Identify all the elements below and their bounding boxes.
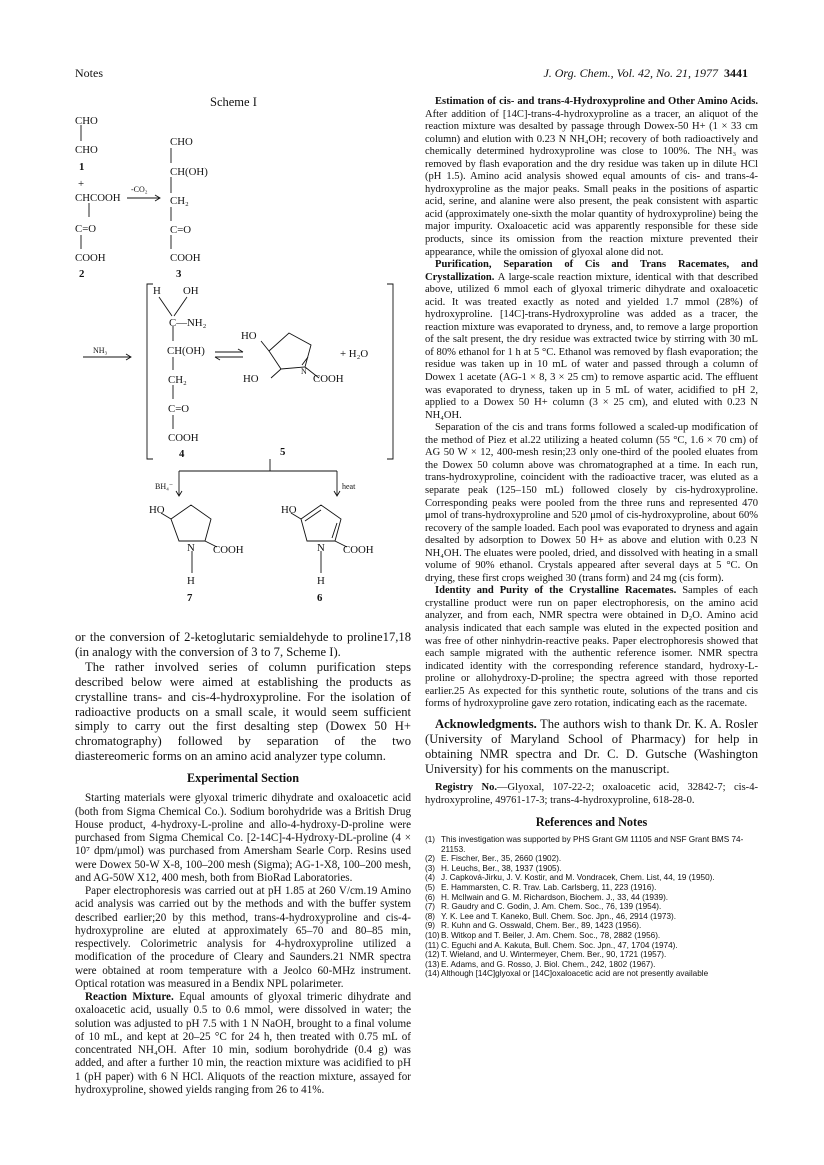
- reference-text: B. Witkop and T. Beiler, J. Am. Chem. Soc., 78, 2882 (1956).: [441, 931, 661, 940]
- scheme-chcooh: CHCOOH: [75, 192, 121, 204]
- reference-item: [425, 960, 758, 970]
- scheme-n-6: N: [317, 542, 325, 554]
- registry-paragraph: [425, 782, 758, 807]
- separation-paragraph: Separation of the cis and trans forms followed a scaled-up modification of the method of Piez et al.22 utilizing a heated column (55 °C, 1.6 × 70 cm) of AG 50 W × 12, 400-mesh resin;23 only one-third of the pooled eluates from the Dowex 50 column above was chromatographed at a time. In each run, trans-hydroxyproline, coincident with the radioactive tracer, was eluted as a separate peak (125–150 mL) followed closely by cis-hydroxyproline. Corresponding peaks were pooled from the three runs and represented 470 μmol of trans-hydroxyproline and 520 μmol of cis-hydroxyproline, about 60% recovery of the sample loaded. Each pool was evaporated to dryness and again desalted by adsorption to Dowex 50 H+ as above and elution with 0.23 N NH₄OH. The eluates were pooled, dried, and dissolved with heating in a small volume of 90% ethanol. Crystals appeared after several days at 5 °C. On drying, these first crops weighed 30 (trans form) and 24 mg (cis form).: [425, 422, 758, 584]
- references-title: References and Notes: [535, 814, 648, 829]
- left-paragraph-4: Paper electrophoresis was carried out at pH 1.85 at 260 V/cm.19 Amino acid analysis was carried out by the methods and with the buffer system described earlier;20 by this method, trans-4-hydroxyproline and cis-4-hydroxyproline are eluted at approximately 65–70 and 80–85 min, respectively. Colorimetric analysis for 4-hydroxyproline utilized a modification of the procedure of Cleary and Saunders.21 NMR spectra were obtained at room temperature with a Jeolco 60-MHz instrument. Optical rotation was measured in a Bendix NPL polarimeter.: [75, 885, 411, 990]
- scheme-label-2: 2: [79, 268, 85, 280]
- scheme-cooh-2: COOH: [75, 252, 106, 264]
- reference-number: (13): [425, 959, 440, 969]
- reference-text: Although [14C]glyoxal or [14C]oxaloacetic acid are not presently available: [441, 969, 709, 979]
- scheme-cooh-3: COOH: [170, 252, 201, 264]
- estimation-heading: Estimation of cis- and trans-4-Hydroxyproline and Other Amino Acids.: [435, 96, 758, 107]
- scheme-cooh-ring: COOH: [313, 373, 344, 385]
- scheme-decarboxylation-label: -CO₂: [131, 185, 148, 194]
- scheme-label-7: 7: [187, 592, 193, 604]
- scheme-cnh2-4: C—NH₂: [169, 317, 207, 329]
- scheme-ceqo-2: C=O: [75, 223, 97, 235]
- identity-text: Samples of each crystalline product were run on paper electrophoresis, on the amino acid analyzer, and from each, NMR spectra were obtained in D₂O. Amino acid analysis indicated that each sample was eluted in the expected position and was free of other ninhydrin-reactive peaks. Paper electrophoresis showed that each sample migrated with the authentic reference isomer. NMR spectra indicated identity with the corresponding reference standard, hydroxy-L-proline or allohydroxy-D-proline; the spectra agreed with those reported earlier.25 As expected for this synthetic route, solutions of the trans and cis forms of hydroxyproline gave zero rotation, indicating each as the racemate.: [425, 585, 758, 710]
- scheme-label-5: 5: [280, 446, 286, 458]
- scheme-nh3-reagent: NH₃: [93, 346, 108, 355]
- reference-item: [425, 902, 758, 912]
- scheme-h-4: H: [153, 285, 161, 297]
- reference-text: E. Fischer, Ber., 35, 2660 (1902).: [441, 854, 562, 864]
- reference-item: [425, 969, 758, 979]
- reference-text: J. Capková-Jirku, J. V. Kostir, and M. Vondracek, Chem. List, 44, 19 (1950).: [441, 873, 715, 883]
- reference-text: T. Wieland, and U. Wintermeyer, Chem. Ber., 90, 1721 (1957).: [441, 950, 667, 960]
- reference-item: [425, 893, 758, 903]
- acknowledgments-text: The authors wish to thank Dr. K. A. Rosler (University of Maryland School of Pharmacy) for help in obtaining NMR spectra and Dr. C. D. Gutsche (Washington University) for his comments on the manuscript.: [425, 716, 758, 776]
- scheme-cooh-6: COOH: [343, 544, 374, 556]
- scheme-oh-4: OH: [183, 285, 199, 297]
- scheme-cho-1b: CHO: [75, 144, 98, 156]
- scheme-cho-1a: CHO: [75, 115, 98, 127]
- left-paragraph-1: or the conversion of 2-ketoglutaric semialdehyde to proline17,18 (in analogy with the conversion of 3 to 7, Scheme I).: [75, 630, 411, 659]
- scheme-label-4: 4: [179, 448, 185, 460]
- left-column: [75, 630, 411, 1097]
- scheme-label-3: 3: [176, 268, 182, 280]
- reference-item: [425, 912, 758, 922]
- scheme-choh-4: CH(OH): [167, 345, 205, 357]
- scheme-ho-ring-b: HO: [243, 373, 259, 385]
- purification-text: A large-scale reaction mixture, identical with that described above, utilized 6 mmol each of glyoxal trimeric dihydrate and oxaloacetic acid. It was treated exactly as noted and yielded 1.7 mmol (28%) of hydroxyproline. [14C]-trans-Hydroxyproline was added as a tracer, the reaction mixture was evaporated to dryness, and, to remove a large proportion of the salt present, the dry residue was extracted twice by stirring with 30 mL of 80% ethanol for 1 h at 5 °C. Ethanol was removed by flash evaporation; the residue was taken up in 10 mL of water and passed through a column of Dowex 1 acetate (AG-1 × 8, 3 × 25 cm) to remove aspartic acid. The effluent was evaporated to dryness, taken up in 5 mL of water, acidified to pH 2, applied to a Dowex 50 H+ column (3 × 25 cm), and eluted with 0.23 N NH₄OH.: [425, 271, 758, 421]
- reference-text: This investigation was supported by PHS Grant GM 11105 and NSF Grant BMS 74-21153.: [441, 835, 744, 854]
- scheme-ceqo-3: C=O: [170, 224, 192, 236]
- reference-item: [425, 854, 758, 864]
- reference-number: (10): [425, 931, 440, 940]
- reference-text: R. Kuhn and G. Osswald, Chem. Ber., 89, 1423 (1956).: [441, 921, 642, 931]
- reference-item: [425, 950, 758, 960]
- scheme-plus-water: + H₂O: [340, 348, 369, 360]
- reference-number: (14): [425, 969, 440, 979]
- reference-item: [425, 864, 758, 874]
- identity-paragraph: [425, 585, 758, 710]
- scheme-choh-3: CH(OH): [170, 166, 208, 178]
- estimation-text: After addition of [14C]-trans-4-hydroxyproline as a tracer, an aliquot of the reaction mixture was desalted by passage through Dowex-50 H+ (1 × 33 cm column) and elution with 0.23 N NH₄OH; recovery of both radioactively and chemically determined hydroxyproline was close to 100%. The NH₃ was removed by flash evaporation and the dry residue was taken up in dilute HCl (pH 1.5). Amino acid analysis showed equal amounts of cis- and trans-4-hydroxyproline as the major peaks. Small peaks in the positions of aspartic acid, serine, and alanine were also present, the peak consistent with aspartic acid (approximately one-sixth the molar quantity of hydroxyproline) being the major impurity. Oxaloacetic acid was apparently responsible for these side products, since its omission from the reaction mixture prevented their appearance, while the omission of glyoxal alone did not.: [425, 108, 758, 258]
- reaction-mixture-paragraph: [75, 991, 411, 1097]
- estimation-paragraph: [425, 96, 758, 259]
- scheme-cho-3: CHO: [170, 136, 193, 148]
- scheme-n-7: N: [187, 542, 195, 554]
- left-paragraph-3: Starting materials were glyoxal trimeric dihydrate and oxaloacetic acid (both from Sigma Chemical Co.). Sodium borohydride was a British Drug House product, 4-hydroxy-L-proline and allo-4-hydroxy-D-proline were purchased from Sigma Chemical Co. [2-14C]-4-Hydroxy-DL-proline (4 × 10⁷ dpm/μmol) was purchased from Amersham Searle Corp. Resins used were Dowex 50-W X-8, 100–200 mesh (Sigma); AG-1-X8, 100–200 mesh, and AG-50W X12, 400 mesh, both from BioRad Laboratories.: [75, 792, 411, 884]
- reference-text: E. Hammarsten, C. R. Trav. Lab. Carlsberg, 11, 223 (1916).: [441, 883, 657, 893]
- left-paragraph-2: The rather involved series of column purification steps described below were aimed at establishing the products as crystalline trans- and cis-4-hydroxyproline. For the isolation of radioactive products on a small scale, it would seem sufficient simply to carry out the first desalting step (Dowex 50 H+ chromatography) followed by separation of the two diastereomeric forms on an amino acid analyzer type column.: [75, 659, 411, 764]
- scheme-cooh-7: COOH: [213, 544, 244, 556]
- reference-text: Y. K. Lee and T. Kaneko, Bull. Chem. Soc. Jpn., 46, 2914 (1973).: [441, 911, 677, 921]
- reference-number: (5): [425, 883, 436, 893]
- reaction-mixture-heading: Reaction Mixture.: [85, 991, 174, 1004]
- scheme-h-6: H: [317, 575, 325, 587]
- reference-item: [425, 941, 758, 951]
- acknowledgments-heading: Acknowledgments.: [435, 716, 537, 731]
- reaction-mixture-text: Equal amounts of glyoxal trimeric dihydrate and oxaloacetic acid, usually 0.5 to 0.6 mmol, were dissolved in water; the solution was adjusted to pH 7.5 with 1 N NaOH, brought to a final volume of 10 mL, and kept at 20–25 °C for 24 h, then treated with 0.75 mL of concentrated NH₄OH. After 10 min, sodium borohydride (0.4 g) was added, and after a further 10 min, the reaction mixture was acidified to pH 1 (pH paper) with 6 N HCl. Aliquots of the reaction mixture, assayed for hydroxyproline, showed yields ranging from 26 to 41%.: [75, 991, 411, 1096]
- reference-number: (11): [425, 940, 439, 950]
- identity-heading: Identity and Purity of the Crystalline Racemates.: [435, 585, 677, 597]
- right-column: [425, 96, 758, 979]
- purification-heading: Purification, Separation of Cis and Trans Racemates, and Crystallization.: [425, 259, 758, 283]
- reference-text: R. Gaudry and C. Godin, J. Am. Chem. Soc., 76, 139 (1954).: [441, 902, 662, 912]
- reference-number: (7): [425, 902, 436, 912]
- running-header-left: Notes: [75, 66, 103, 80]
- references-list: [425, 835, 758, 979]
- scheme-h-7: H: [187, 575, 195, 587]
- reference-number: (8): [425, 911, 436, 921]
- reference-item: [425, 931, 758, 941]
- scheme-ch2-4: CH₂: [168, 374, 187, 386]
- scheme-ceqo-4: C=O: [168, 403, 190, 415]
- scheme-heat-label: heat: [342, 482, 356, 491]
- reference-number: (1): [425, 835, 436, 845]
- scheme-drawing: [75, 95, 411, 625]
- reference-text: H. Leuchs, Ber., 38, 1937 (1905).: [441, 863, 562, 873]
- scheme-label-1: 1: [79, 161, 85, 173]
- scheme-1: [75, 95, 411, 625]
- scheme-ch2-3: CH₂: [170, 195, 189, 207]
- reference-number: (4): [425, 873, 436, 883]
- reference-item: [425, 835, 758, 854]
- scheme-cooh-4: COOH: [168, 432, 199, 444]
- scheme-title: Scheme I: [210, 95, 257, 109]
- reference-number: (12): [425, 950, 440, 960]
- scheme-bh4-reagent: BH₄⁻: [155, 482, 174, 491]
- scheme-label-6: 6: [317, 592, 323, 604]
- reference-number: (2): [425, 854, 436, 864]
- running-header-right: [512, 66, 748, 81]
- reference-item: [425, 883, 758, 893]
- scheme-ho-7: HO: [149, 504, 165, 516]
- scheme-ho-ring-a: HO: [241, 330, 257, 342]
- reference-text: H. McIlwain and G. M. Richardson, Biochem. J., 33, 44 (1939).: [441, 892, 669, 902]
- reference-number: (9): [425, 921, 436, 931]
- reference-number: (6): [425, 892, 436, 902]
- registry-text: —Glyoxal, 107-22-2; oxaloacetic acid, 32842-7; cis-4-hydroxyproline, 49761-17-3; trans-4-hydroxyproline, 618-28-0.: [425, 782, 758, 806]
- reference-number: (3): [425, 863, 436, 873]
- scheme-n-ring: N: [301, 367, 307, 376]
- journal-citation: J. Org. Chem., Vol. 42, No. 21, 1977: [543, 66, 718, 80]
- reference-item: [425, 921, 758, 931]
- experimental-section-title: Experimental Section: [186, 771, 300, 786]
- scheme-ho-6: HO: [281, 504, 297, 516]
- reference-text: C. Eguchi and A. Kakuta, Bull. Chem. Soc. Jpn., 47, 1704 (1974).: [441, 940, 678, 950]
- acknowledgments-paragraph: [425, 717, 758, 777]
- page-number: 3441: [724, 66, 748, 80]
- purification-paragraph: [425, 259, 758, 422]
- scheme-plus: +: [78, 178, 85, 190]
- registry-heading: Registry No.: [435, 782, 497, 794]
- reference-item: [425, 873, 758, 883]
- reference-text: E. Adams, and G. Rosso, J. Biol. Chem., 242, 1802 (1967).: [441, 959, 656, 969]
